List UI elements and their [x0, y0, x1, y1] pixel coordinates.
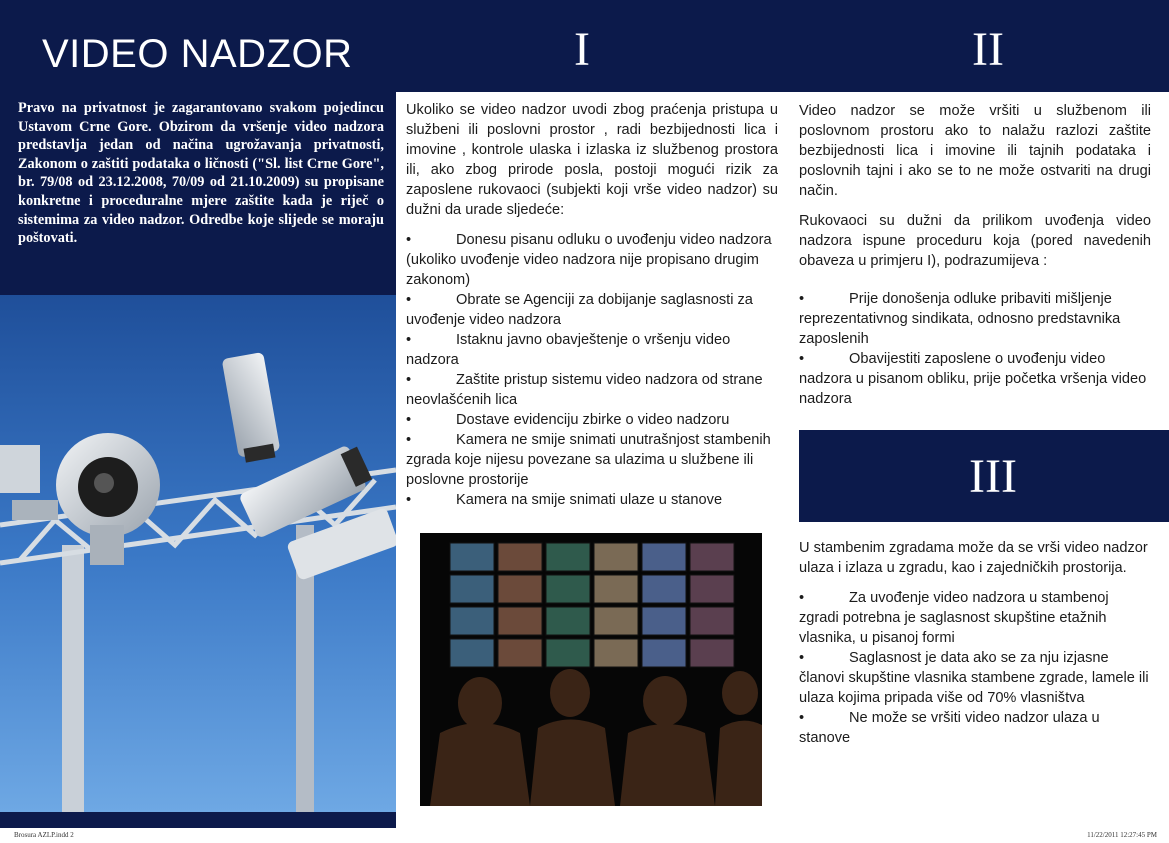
section-2-column	[799, 101, 1151, 409]
page-title: VIDEO NADZOR	[42, 32, 353, 76]
list-item: • Dostave evidenciju zbirke o video nadzoru	[406, 412, 730, 428]
cctv-cameras-photo	[0, 295, 396, 812]
section-3-column	[799, 538, 1151, 748]
list-item: • Saglasnost je data ako se za nju izjasne članovi skupštine vlasnika stambene zgrade, lamele ili ulaza kojima pripada više od 70% vlasništva	[799, 650, 1149, 706]
monitoring-room-photo	[420, 533, 762, 806]
intro-text: Pravo na privatnost je zagarantovano svakom pojedincu Ustavom Crne Gore. Obzirom da vršenje video nadzora predstavlja jedan od načina ugrožavanja privatnosti, Zakonom o zaštiti podataka o ličnosti ("Sl. list Crne Gore", br. 79/08 od 23.12.2008, 70/09 od 21.10.2009) su propisane konkretne i proceduralne mjere zaštite kada je riječ o sistemima za video nadzor. Odredbe koje slijede se moraju poštovati.	[18, 100, 384, 247]
bullet: •	[799, 351, 805, 367]
bullet: •	[406, 332, 412, 348]
list-item: • Obrate se Agenciji za dobijanje saglasnosti za uvođenje video nadzora	[406, 292, 753, 328]
bullet: •	[406, 492, 412, 508]
section-3-heading: III	[969, 450, 1017, 503]
section-3-lead: U stambenim zgradama može da se vrši video nadzor ulaza i izlaza u zgradu, kao i zajedničkih prostorija.	[799, 540, 1148, 576]
section-2-list	[799, 289, 1151, 409]
section-1-lead: Ukoliko se video nadzor uvodi zbog praćenja pristupa u službeni ili poslovni prostor , radi bezbijednosti lica i imovine , kontrole ulaska i izlaska iz službenog prostora ili, ako zbog prirode posla, postoji mogući rizik za zaposlene rukovaoci (subjekti koji vrše video nadzor) su dužni da urade sljedeće:	[406, 102, 778, 218]
list-item: • Istaknu javno obavještenje o vršenju video nadzora	[406, 332, 731, 368]
bullet: •	[799, 650, 805, 666]
footer-timestamp: 11/22/2011 12:27:45 PM	[1087, 831, 1157, 839]
bullet: •	[799, 710, 805, 726]
footer-file-name: Brosura AZLP.indd 2	[14, 831, 74, 839]
bullet: •	[406, 292, 412, 308]
list-item: • Kamera ne smije snimati unutrašnjost stambenih zgrada koje nijesu povezane sa ulazima u službene ili poslovne prostorije	[406, 432, 771, 488]
bullet: •	[406, 232, 412, 248]
list-item: • Obavijestiti zaposlene o uvođenju video nadzora u pisanom obliku, prije početka vršenja video nadzora	[799, 351, 1147, 407]
section-2-heading: II	[972, 23, 1004, 76]
bullet: •	[406, 432, 412, 448]
bullet: •	[406, 372, 412, 388]
section-3-list	[799, 588, 1151, 748]
bottom-band	[0, 812, 396, 828]
bullet: •	[406, 412, 412, 428]
section-1-list	[406, 230, 778, 510]
section-1-column	[406, 100, 778, 510]
section-2-paragraph-1: Video nadzor se može vršiti u službenom ili poslovnom prostoru ako to nalažu razlozi zaštite bezbijednosti lica i imovine ili tajnih podataka i poslovnih tajni i ako se to ne može ostvariti na drugi način.	[799, 103, 1151, 199]
bullet: •	[799, 590, 805, 606]
section-2-paragraph-2: Rukovaoci su dužni da prilikom uvođenja video nadzora ispune proceduru koja (pored navedenih obaveza u primjeru I), podrazumijeva :	[799, 213, 1151, 269]
section-1-heading: I	[574, 23, 590, 76]
list-item: • Prije donošenja odluke pribaviti mišljenje reprezentativnog sindikata, odnosno predstavnika zaposlenih	[799, 291, 1121, 347]
list-item: • Donesu pisanu odluku o uvođenju video nadzora (ukoliko uvođenje video nadzora nije propisano drugim zakonom)	[406, 232, 772, 288]
list-item: • Za uvođenje video nadzora u stambenoj zgradi potrebna je saglasnost skupštine etažnih vlasnika, u pisanoj formi	[799, 590, 1109, 646]
bullet: •	[799, 291, 805, 307]
list-item: • Kamera na smije snimati ulaze u stanove	[406, 492, 723, 508]
list-item: • Zaštite pristup sistemu video nadzora od strane neovlašćenih lica	[406, 372, 763, 408]
list-item: • Ne može se vršiti video nadzor ulaza u stanove	[799, 710, 1100, 746]
